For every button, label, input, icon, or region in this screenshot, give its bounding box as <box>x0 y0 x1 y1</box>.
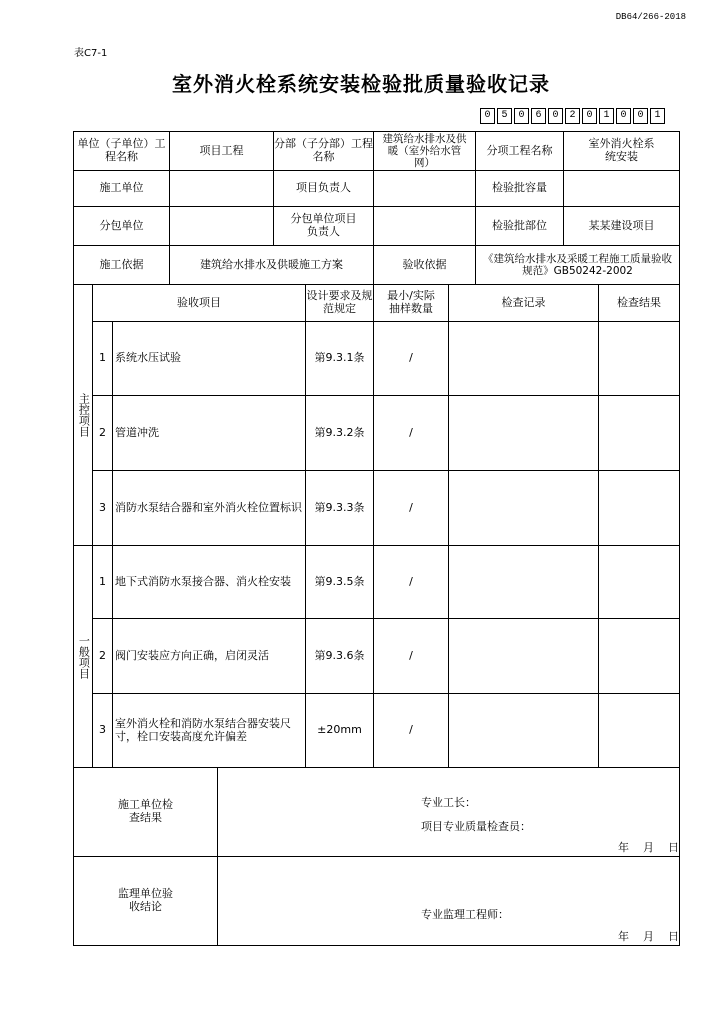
main-item-sample[interactable]: / <box>373 470 449 546</box>
main-item-no: 2 <box>92 395 113 471</box>
foreman-label: 专业工长： <box>421 796 476 809</box>
unit-label: 单位（子单位）工程名称 <box>73 131 170 171</box>
general-item-record[interactable] <box>448 545 599 619</box>
general-item-name: 阀门安装应方向正确，启闭灵活 <box>112 618 306 694</box>
code-digit: 5 <box>497 108 512 124</box>
general-item-name: 室外消火栓和消防水泵结合器安装尺寸，栓口安装高度允许偏差 <box>112 693 306 768</box>
header-req: 设计要求及规范规定 <box>305 284 374 322</box>
general-item-sample[interactable]: / <box>373 618 449 694</box>
code-digit: 0 <box>582 108 597 124</box>
builder-check-label: 施工单位检查结果 <box>73 767 218 857</box>
header-result: 检查结果 <box>598 284 680 322</box>
main-item-record[interactable] <box>448 470 599 546</box>
unit-value[interactable]: 项目工程 <box>169 131 274 171</box>
general-item-no: 3 <box>92 693 113 768</box>
main-section-bar <box>73 284 93 546</box>
code-digit: 2 <box>565 108 580 124</box>
supervisor-label: 监理单位验收结论 <box>73 856 218 946</box>
general-section-label: 一般项目 <box>77 634 91 679</box>
general-item-req: 第9.3.5条 <box>305 545 374 619</box>
general-item-no: 2 <box>92 618 113 694</box>
header-record: 检查记录 <box>448 284 599 322</box>
main-item-sample[interactable]: / <box>373 321 449 396</box>
general-item-sample[interactable]: / <box>373 545 449 619</box>
part-value[interactable]: 某某建设项目 <box>563 206 680 246</box>
header-item: 验收项目 <box>92 284 306 322</box>
main-item-no: 3 <box>92 470 113 546</box>
main-item-name: 消防水泵结合器和室外消火栓位置标识 <box>112 470 306 546</box>
supervisor-box[interactable] <box>217 856 680 946</box>
date-2: 年 月 日 <box>618 930 679 943</box>
main-item-req: 第9.3.3条 <box>305 470 374 546</box>
basis-value[interactable]: 建筑给水排水及供暖施工方案 <box>169 245 374 285</box>
general-item-no: 1 <box>92 545 113 619</box>
accept-basis-value[interactable]: 《建筑给水排水及采暖工程施工质量验收规范》GB50242-2002 <box>475 245 680 285</box>
general-item-sample[interactable]: / <box>373 693 449 768</box>
subcon-pm-value[interactable] <box>373 206 476 246</box>
subsection-value[interactable]: 建筑给水排水及供暖（室外给水管网） <box>373 131 476 171</box>
inspector-label: 项目专业质量检查员： <box>421 820 531 833</box>
part-label: 检验批部位 <box>475 206 564 246</box>
pm-label: 项目负责人 <box>273 170 374 207</box>
main-item-no: 1 <box>92 321 113 396</box>
basis-label: 施工依据 <box>73 245 170 285</box>
main-item-sample[interactable]: / <box>373 395 449 471</box>
builder-value[interactable] <box>169 170 274 207</box>
general-item-req: ±20mm <box>305 693 374 768</box>
item-label: 分项工程名称 <box>475 131 564 171</box>
general-section-bar <box>73 545 93 768</box>
code-digit: 0 <box>514 108 529 124</box>
general-item-req: 第9.3.6条 <box>305 618 374 694</box>
pm-value[interactable] <box>373 170 476 207</box>
subsection-label: 分部（子分部）工程名称 <box>273 131 374 171</box>
general-item-result[interactable] <box>598 545 680 619</box>
item-value[interactable]: 室外消火栓系统安装 <box>563 131 680 171</box>
main-item-name: 管道冲洗 <box>112 395 306 471</box>
general-item-record[interactable] <box>448 618 599 694</box>
header-sample: 最小/实际抽样数量 <box>373 284 449 322</box>
main-item-result[interactable] <box>598 470 680 546</box>
form-number: 表C7-1 <box>74 48 108 59</box>
builder-check-box[interactable] <box>217 767 680 857</box>
code-digit: 1 <box>599 108 614 124</box>
code-boxes <box>478 108 665 124</box>
standard-number: DB64/266-2018 <box>615 12 686 22</box>
subcon-value[interactable] <box>169 206 274 246</box>
page-title: 室外消火栓系统安装检验批质量验收记录 <box>172 72 550 96</box>
code-digit: 6 <box>531 108 546 124</box>
code-digit: 0 <box>616 108 631 124</box>
accept-basis-label: 验收依据 <box>373 245 476 285</box>
main-item-req: 第9.3.2条 <box>305 395 374 471</box>
main-section-label: 主控项目 <box>77 393 91 437</box>
main-item-name: 系统水压试验 <box>112 321 306 396</box>
main-item-record[interactable] <box>448 395 599 471</box>
subcon-label: 分包单位 <box>73 206 170 246</box>
code-digit: 1 <box>650 108 665 124</box>
subcon-pm-label: 分包单位项目负责人 <box>273 206 374 246</box>
capacity-value[interactable] <box>563 170 680 207</box>
general-item-result[interactable] <box>598 693 680 768</box>
general-item-name: 地下式消防水泵接合器、消火栓安装 <box>112 545 306 619</box>
date-1: 年 月 日 <box>618 841 679 854</box>
capacity-label: 检验批容量 <box>475 170 564 207</box>
main-item-result[interactable] <box>598 395 680 471</box>
general-item-result[interactable] <box>598 618 680 694</box>
general-item-record[interactable] <box>448 693 599 768</box>
main-item-req: 第9.3.1条 <box>305 321 374 396</box>
code-digit: 0 <box>633 108 648 124</box>
code-digit: 0 <box>480 108 495 124</box>
main-item-record[interactable] <box>448 321 599 396</box>
engineer-label: 专业监理工程师： <box>421 908 509 921</box>
code-digit: 0 <box>548 108 563 124</box>
main-item-result[interactable] <box>598 321 680 396</box>
builder-label: 施工单位 <box>73 170 170 207</box>
